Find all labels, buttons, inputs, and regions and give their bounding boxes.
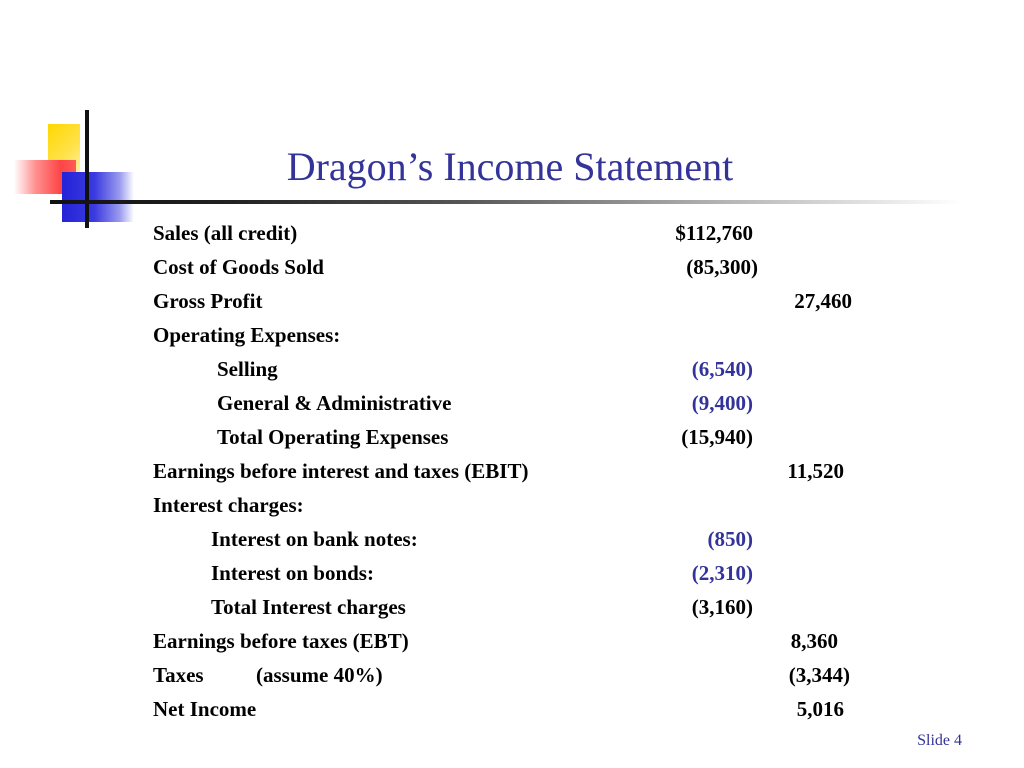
row-label: Earnings before taxes (EBT) <box>153 629 409 653</box>
statement-row-operating-expenses <box>0 318 1024 352</box>
statement-row-cogs <box>0 250 1024 284</box>
slide-title: Dragon’s Income Statement <box>286 144 734 189</box>
row-value-col1: (850) <box>707 527 753 551</box>
row-value-col2: 27,460 <box>794 289 852 313</box>
row-value-col2: 8,360 <box>790 629 838 653</box>
row-label: Interest charges: <box>153 493 304 517</box>
row-value-col2: (3,344) <box>788 663 850 687</box>
row-label: Interest on bank notes: <box>211 527 418 551</box>
statement-row-total-operating <box>0 420 1024 454</box>
statement-row-gross-profit <box>0 284 1024 318</box>
statement-row-interest-bank <box>0 522 1024 556</box>
row-label: Earnings before interest and taxes (EBIT) <box>153 459 529 483</box>
statement-row-ebt <box>0 624 1024 658</box>
row-value-col1: (3,160) <box>691 595 753 619</box>
statement-row-interest-bonds <box>0 556 1024 590</box>
row-value-col1: (15,940) <box>681 425 753 449</box>
row-label: General & Administrative <box>217 391 452 415</box>
row-value-col2: 5,016 <box>796 697 844 721</box>
row-label: Interest on bonds: <box>211 561 374 585</box>
row-label: Total Interest charges <box>211 595 406 619</box>
row-label-note: (assume 40%) <box>256 663 383 687</box>
statement-row-total-interest <box>0 590 1024 624</box>
row-label: Taxes <box>153 663 204 687</box>
row-value-col1: (85,300) <box>686 255 758 279</box>
row-value-col1: $112,760 <box>675 221 753 245</box>
row-value-col1: (9,400) <box>691 391 753 415</box>
row-value-col1: (6,540) <box>691 357 753 381</box>
row-label: Operating Expenses: <box>153 323 341 347</box>
slide-number: Slide 4 <box>917 732 962 749</box>
row-label: Cost of Goods Sold <box>153 255 324 279</box>
row-label: Sales (all credit) <box>153 221 298 245</box>
statement-row-general-admin <box>0 386 1024 420</box>
row-label: Selling <box>217 357 278 381</box>
statement-row-taxes <box>0 658 1024 692</box>
row-value-col2: 11,520 <box>787 459 844 483</box>
row-label: Gross Profit <box>153 289 263 313</box>
row-label: Total Operating Expenses <box>217 425 449 449</box>
row-value-col1: (2,310) <box>691 561 753 585</box>
row-label: Net Income <box>153 697 257 721</box>
statement-row-ebit <box>0 454 1024 488</box>
statement-row-selling <box>0 352 1024 386</box>
statement-row-net-income <box>0 692 1024 726</box>
statement-row-sales <box>0 216 1024 250</box>
statement-row-interest-charges <box>0 488 1024 522</box>
